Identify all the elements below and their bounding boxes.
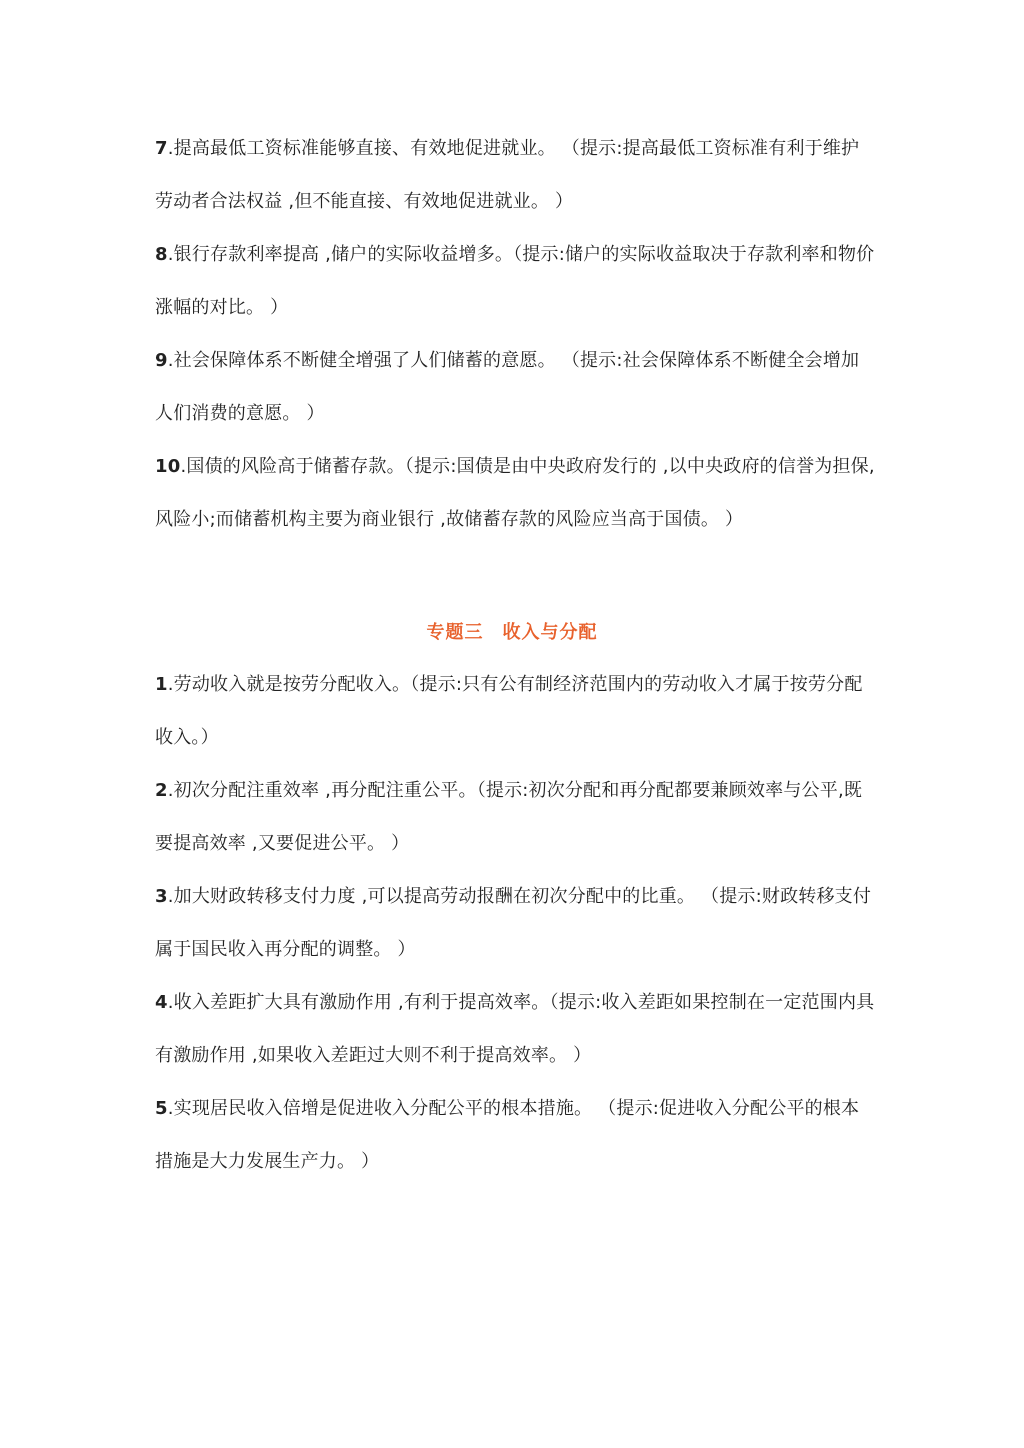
item-number: 10 <box>155 456 181 477</box>
item-number: 3 <box>155 886 168 907</box>
item-text: .收入差距扩大具有激励作用 ,有利于提高效率。（提示:收入差距如果控制在一定范围内具有激励作用 ,如果收入差距过大则不利于提高效率。 ） <box>155 992 875 1066</box>
list-item <box>155 976 875 1082</box>
list-item <box>155 440 875 546</box>
list-item <box>155 334 875 440</box>
section-heading <box>0 618 1024 648</box>
list-item <box>155 658 875 764</box>
item-number: 5 <box>155 1098 168 1119</box>
item-text: .加大财政转移支付力度 ,可以提高劳动报酬在初次分配中的比重。 （提示:财政转移支付属于国民收入再分配的调整。 ） <box>155 886 872 960</box>
item-number: 4 <box>155 992 168 1013</box>
list-item <box>155 870 875 976</box>
item-text: .实现居民收入倍增是促进收入分配公平的根本措施。 （提示:促进收入分配公平的根本措施是大力发展生产力。 ） <box>155 1098 860 1172</box>
item-number: 8 <box>155 244 168 265</box>
section-title: 专题三 收入与分配 <box>426 622 598 643</box>
item-number: 7 <box>155 138 168 159</box>
item-text: .初次分配注重效率 ,再分配注重公平。（提示:初次分配和再分配都要兼顾效率与公平,既要提高效率 ,又要促进公平。 ） <box>155 780 863 854</box>
item-number: 2 <box>155 780 168 801</box>
list-item <box>155 1082 875 1188</box>
item-text: .劳动收入就是按劳分配收入。（提示:只有公有制经济范围内的劳动收入才属于按劳分配收入。） <box>155 674 863 748</box>
item-text: .社会保障体系不断健全增强了人们储蓄的意愿。 （提示:社会保障体系不断健全会增加人们消费的意愿。 ） <box>155 350 860 424</box>
section-2-list <box>155 658 875 1188</box>
item-number: 1 <box>155 674 168 695</box>
list-item <box>155 122 875 228</box>
item-number: 9 <box>155 350 168 371</box>
section-1-list <box>155 122 875 546</box>
list-item <box>155 764 875 870</box>
item-text: .提高最低工资标准能够直接、有效地促进就业。 （提示:提高最低工资标准有利于维护劳动者合法权益 ,但不能直接、有效地促进就业。 ） <box>155 138 860 212</box>
list-item <box>155 228 875 334</box>
item-text: .银行存款利率提高 ,储户的实际收益增多。（提示:储户的实际收益取决于存款利率和物价涨幅的对比。 ） <box>155 244 875 318</box>
item-text: .国债的风险高于储蓄存款。（提示:国债是由中央政府发行的 ,以中央政府的信誉为担保,风险小;而储蓄机构主要为商业银行 ,故储蓄存款的风险应当高于国债。 ） <box>155 456 875 530</box>
